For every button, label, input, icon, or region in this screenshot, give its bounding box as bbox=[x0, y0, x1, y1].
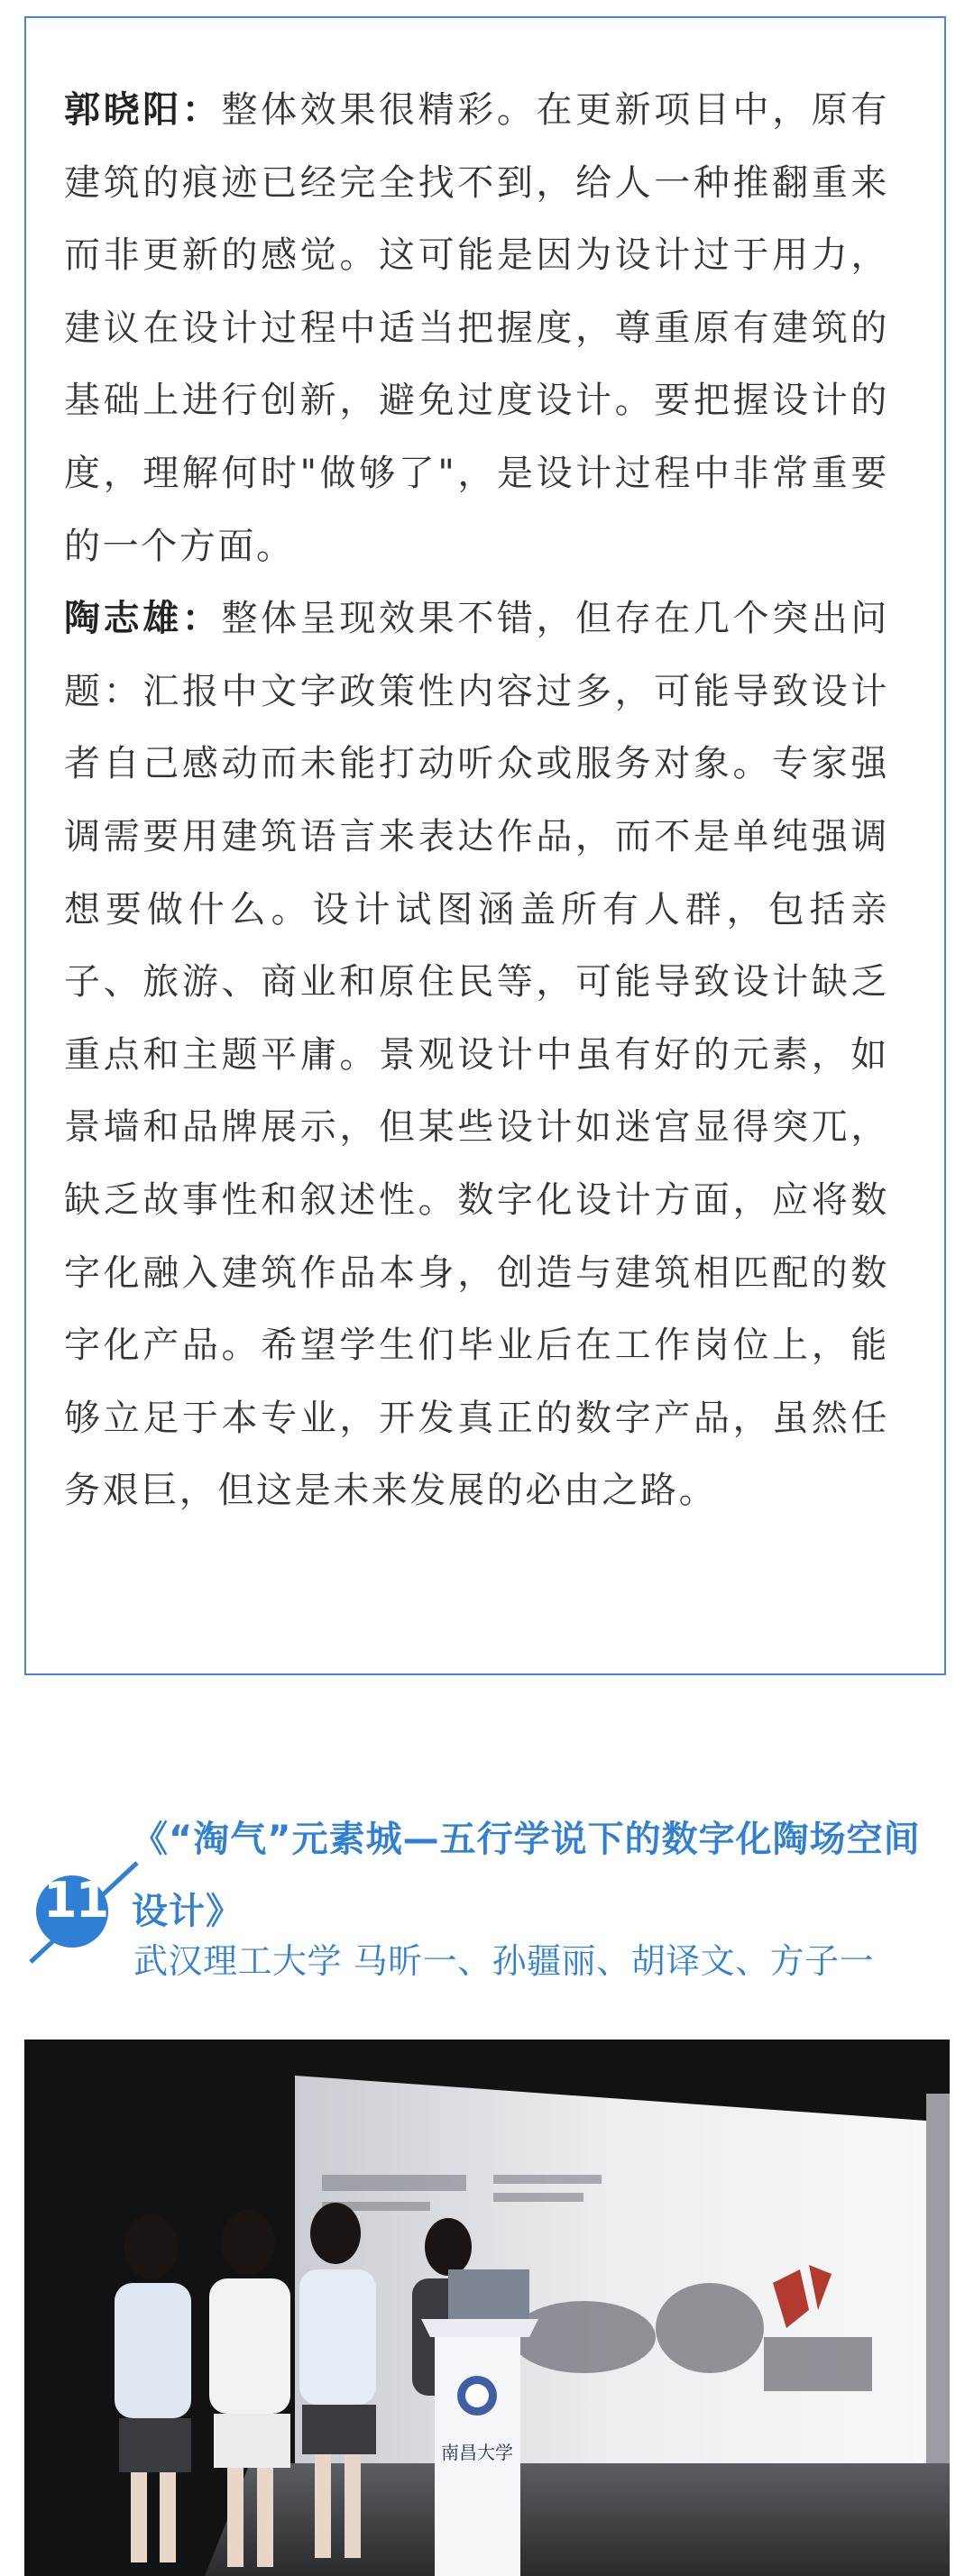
expert-comments bbox=[64, 74, 889, 1527]
project-number: 11 bbox=[43, 1872, 108, 1929]
project-authors: 武汉理工大学 马昕一、孙疆丽、胡译文、方子一 bbox=[133, 1941, 875, 1981]
project-title: 《“淘气”元素城—五行学说下的数字化陶场空间设计》 bbox=[132, 1819, 921, 1932]
comment-body: 整体呈现效果不错，但存在几个突出问题：汇报中文字政策性内容过多，可能导致设计者自己感动而未能打动听众或服务对象。专家强调需要用建筑语言来表达作品，而不是单纯强调想要做什么。设计试图涵盖所有人群，包括亲子、旅游、商业和原住民等，可能导致设计缺乏重点和主题平庸。景观设计中虽有好的元素，如景墙和品牌展示，但某些设计如迷宫显得突兀，缺乏故事性和叙述性。数字化设计方面，应将数字化融入建筑作品本身，创造与建筑相匹配的数字化产品。希望学生们毕业后在工作岗位上，能够立足于本专业，开发真正的数字产品，虽然任务艰巨，但这是未来发展的必由之路。 bbox=[64, 598, 889, 1512]
comment-body: 整体效果很精彩。在更新项目中，原有建筑的痕迹已经完全找不到，给人一种推翻重来而非更新的感觉。这可能是因为设计过于用力，建议在设计过程中适当把握度，尊重原有建筑的基础上进行创新，避免过度设计。要把握设计的度，理解何时"做够了"，是设计过程中非常重要的一个方面。 bbox=[64, 89, 889, 567]
presentation-photo bbox=[24, 2040, 950, 2576]
comment-paragraph bbox=[64, 582, 889, 1527]
project-header bbox=[0, 1785, 974, 1984]
speaker-name: 郭晓阳： bbox=[64, 89, 222, 131]
comment-paragraph bbox=[64, 74, 889, 582]
speaker-name: 陶志雄： bbox=[64, 598, 222, 640]
podium-logo-text: 南昌大学 bbox=[441, 2442, 513, 2463]
presentation-scene bbox=[24, 2040, 950, 2576]
